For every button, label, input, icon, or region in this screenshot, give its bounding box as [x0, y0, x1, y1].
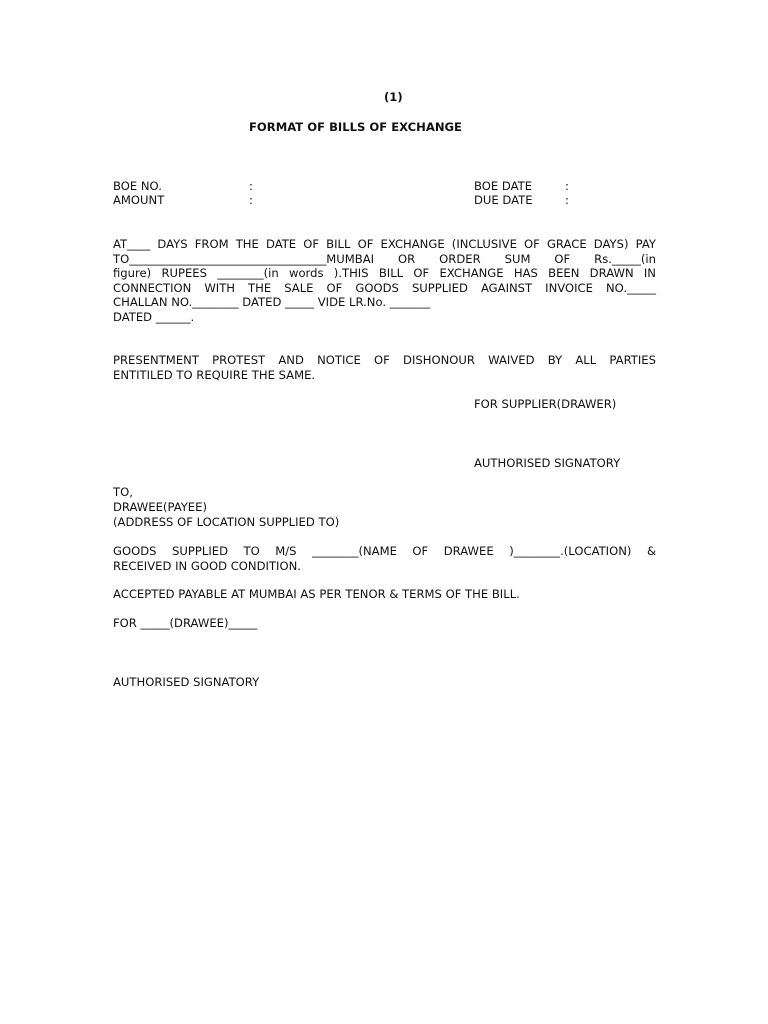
goods-supplied-paragraph [113, 544, 656, 573]
accepted-statement: ACCEPTED PAYABLE AT MUMBAI AS PER TENOR & TERMS OF THE BILL. [113, 587, 520, 601]
amount-label: AMOUNT [113, 193, 165, 207]
goods-supplied-line: GOODS SUPPLIED TO M/S ________(NAME OF DRAWEE )________.(LOCATION) & [113, 544, 656, 558]
presentment-paragraph [113, 353, 656, 382]
document-title: FORMAT OF BILLS OF EXCHANGE [249, 120, 462, 134]
drawee-label: DRAWEE(PAYEE) [113, 500, 207, 514]
boe-no-label: BOE NO. [113, 179, 162, 193]
presentment-line: PRESENTMENT PROTEST AND NOTICE OF DISHONOUR WAIVED BY ALL PARTIES [113, 353, 656, 367]
due-date-colon: : [565, 193, 569, 207]
for-drawee-label: FOR _____(DRAWEE)_____ [113, 616, 258, 630]
bill-paragraph [113, 237, 656, 325]
address-label: (ADDRESS OF LOCATION SUPPLIED TO) [113, 515, 340, 529]
presentment-line: ENTITILED TO REQUIRE THE SAME. [113, 367, 316, 382]
boe-date-colon: : [565, 179, 569, 193]
page-number: (1) [384, 90, 403, 104]
bill-paragraph-line: TO__________________________________MUMBAI OR ORDER SUM OF Rs._____(in [113, 251, 656, 266]
for-supplier-label: FOR SUPPLIER(DRAWER) [474, 397, 617, 411]
goods-supplied-line: RECEIVED IN GOOD CONDITION. [113, 558, 301, 573]
bill-paragraph-line: figure) RUPEES ________(in words ).THIS BILL OF EXCHANGE HAS BEEN DRAWN IN [113, 266, 656, 281]
bill-paragraph-line: CONNECTION WITH THE SALE OF GOODS SUPPLIED AGAINST INVOICE NO._____ [113, 280, 656, 295]
due-date-label: DUE DATE [474, 193, 533, 207]
boe-no-colon: : [249, 179, 253, 193]
to-label: TO, [113, 485, 133, 499]
amount-colon: : [249, 193, 253, 207]
authorised-signatory-drawee: AUTHORISED SIGNATORY [113, 675, 260, 689]
bill-paragraph-line: DATED ______. [113, 309, 195, 324]
boe-date-label: BOE DATE [474, 179, 533, 193]
bill-paragraph-line: AT____ DAYS FROM THE DATE OF BILL OF EXCHANGE (INCLUSIVE OF GRACE DAYS) PAY [113, 237, 656, 251]
authorised-signatory-supplier: AUTHORISED SIGNATORY [474, 456, 621, 470]
bill-paragraph-line: CHALLAN NO.________ DATED _____ VIDE LR.No. _______ [113, 295, 431, 310]
